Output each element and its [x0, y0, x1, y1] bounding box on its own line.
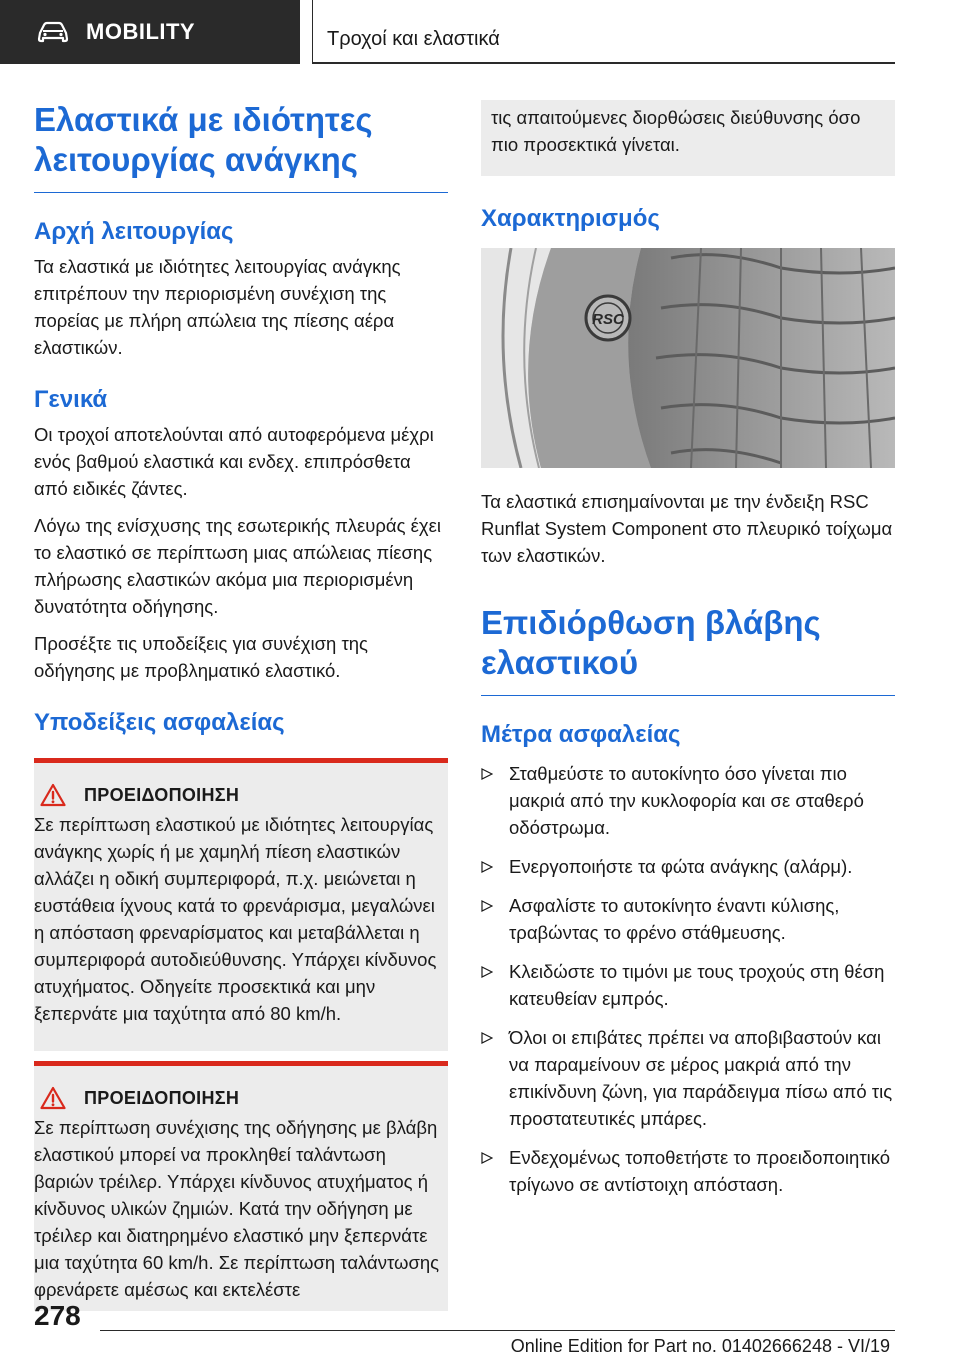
step-text: Ενεργοποιήστε τα φώτα ανάγκης (αλάρμ). — [509, 856, 853, 877]
warning-text: Σε περίπτωση συνέχισης της οδήγησης με βλάβη ελαστικού μπορεί να προκληθεί ταλάντωση βαριών τρέιλερ. Υπάρχει κίνδυνος ατυχήματος ή κίνδυνος υλικών ζημιών. Κατά την οδήγηση με τρέιλερ και διατηρημένο ελαστικό μην ξεπερνάτε μια ταχύτητα 60 km/h. Σε περίπτωση ταλάντωσης φρενάρετε αμέσως και εκτελέστε — [34, 1117, 440, 1300]
bullet-triangle-icon — [481, 1152, 493, 1164]
repair-divider — [481, 695, 895, 696]
safety-steps-list — [481, 760, 895, 1198]
warning-continued-text: τις απαιτούμενες διορθώσεις διεύθυνσης όσο πιο προσεκτικά γίνεται. — [491, 107, 861, 155]
header-section-tab — [0, 0, 300, 64]
bullet-triangle-icon — [481, 768, 493, 780]
warning-text: Σε περίπτωση ελαστικού με ιδιότητες λειτουργίας ανάγκης χωρίς ή με χαμηλή πίεση ελαστικών αλλάζει η οδική συμπεριφορά, π.χ. μειώνεται η ευστάθεια ίχνους κατά το φρενάρισμα, μεγαλώνει η απόσταση φρεναρίσματος και μεταβάλλεται η συμπεριφορά αυτοδιεύθυνσης. Υπάρχει κίνδυνος ατυχήματος. Οδηγείτε προσεκτικά και μην ξεπερνάτε μια ταχύτητα από 80 km/h. — [34, 814, 437, 1024]
general-paragraph-2: Λόγω της ενίσχυσης της εσωτερικής πλευράς έχει το ελαστικό σε περίπτωση μιας απώλειας πίεσης πλήρωσης ελαστικών ακόμα μια περιορισμένη δυνατότητα οδήγησης. — [34, 515, 441, 617]
page-title: Ελαστικά με ιδιότητες λειτουργίας ανάγκης — [34, 101, 373, 178]
warning-box-2 — [34, 1061, 448, 1311]
list-item — [481, 892, 895, 946]
principle-text: Τα ελαστικά με ιδιότητες λειτουργίας ανάγκης επιτρέπουν την περιορισμένη συνέχιση της πορείας με πλήρη απώλεια της πίεσης αέρα ελαστικών. — [34, 256, 401, 358]
list-item — [481, 760, 895, 841]
warning-header — [40, 783, 448, 807]
marking-heading: Χαρακτηρισμός — [481, 205, 660, 232]
left-column — [34, 100, 448, 1311]
title-divider — [34, 192, 448, 193]
header-chapter — [312, 0, 895, 64]
bullet-triangle-icon — [481, 966, 493, 978]
warning-box-1 — [34, 758, 448, 1051]
warning-triangle-icon — [40, 1086, 66, 1110]
step-text: Όλοι οι επιβάτες πρέπει να αποβιβαστούν και να παραμείνουν σε μέρος μακριά από την επικίνδυνη ζώνη, για παράδειγμα πίσω από τις προστατευτικές μπάρες. — [509, 1027, 893, 1129]
footer-edition: Online Edition for Part no. 01402666248 - VI/19 — [510, 1336, 890, 1356]
marking-text: Τα ελαστικά επισημαίνονται με την ένδειξη RSC Runflat System Component στο πλευρικό τοίχωμα των ελαστικών. — [481, 491, 893, 566]
safety-heading: Υποδείξεις ασφαλείας — [34, 709, 285, 736]
tire-rsc-logo: RSC — [592, 311, 624, 328]
step-text: Ασφαλίστε το αυτοκίνητο έναντι κύλισης, τραβώντας το φρένο στάθμευσης. — [509, 895, 840, 943]
list-item — [481, 958, 895, 1012]
section-label: MOBILITY — [86, 19, 196, 44]
chapter-title: Τροχοί και ελαστικά — [327, 28, 500, 50]
general-paragraph-1: Οι τροχοί αποτελούνται από αυτοφερόμενα μέχρι ενός βαθμού ελαστικά και ενδεχ. επιπρόσθετα από ειδικές ζάντες. — [34, 424, 434, 499]
principle-heading: Αρχή λειτουργίας — [34, 218, 234, 245]
step-text: Σταθμεύστε το αυτοκίνητο όσο γίνεται πιο μακριά από την κυκλοφορία και σε σταθερό οδόστρωμα. — [509, 763, 864, 838]
car-icon — [36, 21, 70, 43]
general-heading: Γενικά — [34, 386, 108, 413]
warning-box-2-continued — [481, 100, 895, 176]
repair-title: Επιδιόρθωση βλάβης ελαστικού — [481, 604, 821, 681]
warning-triangle-icon — [40, 783, 66, 807]
tire-sidewall-image — [481, 248, 895, 468]
measures-heading: Μέτρα ασφαλείας — [481, 721, 681, 748]
bullet-triangle-icon — [481, 900, 493, 912]
list-item — [481, 1144, 895, 1198]
warning-title: ΠΡΟΕΙΔΟΠΟΙΗΣΗ — [84, 1087, 240, 1108]
list-item — [481, 853, 895, 880]
list-item — [481, 1024, 895, 1132]
warning-title: ΠΡΟΕΙΔΟΠΟΙΗΣΗ — [84, 784, 240, 805]
footer-divider — [100, 1330, 895, 1331]
bullet-triangle-icon — [481, 861, 493, 873]
right-column — [481, 100, 895, 1210]
step-text: Ενδεχομένως τοποθετήστε το προειδοποιητικό τρίγωνο σε αντίστοιχη απόσταση. — [509, 1147, 891, 1195]
bullet-triangle-icon — [481, 1032, 493, 1044]
page-number: 278 — [34, 1300, 81, 1331]
step-text: Κλειδώστε το τιμόνι με τους τροχούς στη θέση κατευθείαν εμπρός. — [509, 961, 885, 1009]
warning-header — [40, 1086, 448, 1110]
general-paragraph-3: Προσέξτε τις υποδείξεις για συνέχιση της οδήγησης με προβληματικό ελαστικό. — [34, 633, 368, 681]
